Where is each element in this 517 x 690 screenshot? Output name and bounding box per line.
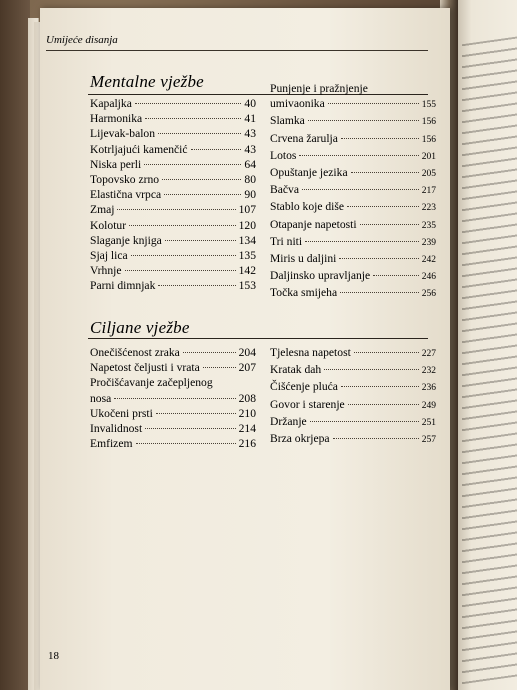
toc-entry-title: Zmaj [90,203,115,217]
toc-leader-dots [341,138,419,139]
toc-entry-title: nosa [90,391,112,405]
toc-entry-page: 90 [244,188,256,202]
toc-entry [270,362,436,379]
toc-column-ciljane-left [90,345,256,451]
toc-leader-dots [117,209,235,210]
section-rule-ciljane [88,338,428,339]
page-number: 18 [48,650,59,662]
toc-entry-page: 43 [244,127,256,141]
toc-entry-title: Vrhnje [90,264,122,278]
toc-entry [270,199,436,216]
toc-entry-title: Ukočeni prsti [90,406,153,420]
toc-leader-dots [144,164,241,165]
toc-entry-page: 217 [421,186,436,197]
toc-leader-dots [341,386,419,387]
toc-entry [270,268,436,285]
toc-entry [90,142,256,157]
toc-leader-dots [164,194,241,195]
toc-entry [90,391,256,406]
toc-entry-page: 239 [421,237,436,248]
toc-leader-dots [328,103,419,104]
toc-entry-page: 232 [421,366,436,377]
toc-entry [270,217,436,234]
toc-entry [270,81,436,96]
toc-entry [270,379,436,396]
toc-leader-dots [183,352,236,353]
toc-entry [90,406,256,421]
toc-entry-title: Harmonika [90,112,143,126]
toc-entry [90,157,256,172]
toc-entry-title: Tjelesna napetost [270,346,351,359]
running-head-rule [46,50,428,51]
toc-entry-page: 242 [421,255,436,266]
toc-entry-page: 251 [421,417,436,428]
toc-entry-page: 153 [238,279,256,293]
toc-entry [90,345,256,360]
toc-entry-page: 156 [421,134,436,145]
toc-entry-title: Govor i starenje [270,397,345,411]
toc-entry [90,187,256,202]
toc-leader-dots [310,421,419,422]
toc-entry [90,263,256,278]
toc-leader-dots [158,133,241,134]
toc-entry-page: 214 [238,422,256,436]
toc-entry-title: Lotos [270,148,297,162]
section-title-ciljane: Ciljane vježbe [90,318,190,337]
toc-entry-page: 227 [421,349,436,359]
toc-entry [270,113,436,130]
toc-entry-title: Napetost čeljusti i vrata [90,361,200,375]
toc-entry-page: 107 [238,203,256,217]
toc-entry [90,375,256,390]
toc-entry [90,233,256,248]
toc-entry-page: 205 [421,169,436,180]
toc-leader-dots [203,367,236,368]
toc-entry-page: 134 [238,233,256,247]
toc-leader-dots [156,413,236,414]
toc-entry [90,111,256,126]
toc-entry-page: 246 [421,272,436,283]
toc-entry-title: Kratak dah [270,363,322,377]
toc-entry-page: 156 [421,117,436,128]
toc-entry [270,165,436,182]
toc-entry-title: Pročišćavanje začepljenog [90,376,213,390]
toc-entry-page: 201 [421,151,436,162]
toc-entry-title: Onečišćenost zraka [90,346,180,359]
toc-entry-page: 120 [238,218,256,232]
toc-leader-dots [333,438,419,439]
toc-leader-dots [373,275,419,276]
toc-entry-page: 235 [421,220,436,231]
toc-entry-title: Otapanje napetosti [270,217,357,231]
toc-entry-page: 204 [238,346,256,359]
toc-leader-dots [347,206,419,207]
toc-entry [90,172,256,187]
toc-leader-dots [165,240,236,241]
toc-leader-dots [302,189,419,190]
toc-entry-title: Daljinsko upravljanje [270,269,371,283]
toc-leader-dots [360,224,419,225]
toc-entry-title: Topovsko zrno [90,173,160,187]
toc-entry-page: 223 [421,203,436,214]
toc-entry-title: Punjenje i pražnjenje [270,82,368,95]
toc-leader-dots [125,270,236,271]
toc-entry-page: 64 [244,157,256,171]
toc-leader-dots [158,285,235,286]
toc-entry-title: Niska perli [90,157,142,171]
toc-entry [90,96,256,111]
toc-entry-title: Točka smijeha [270,286,338,300]
toc-leader-dots [135,103,242,104]
toc-entry [270,148,436,165]
facing-page-text-blur [462,36,517,684]
toc-entry [270,414,436,431]
toc-entry [270,251,436,268]
toc-leader-dots [114,398,235,399]
toc-entry-title: Miris u daljini [270,252,337,266]
toc-leader-dots [129,225,236,226]
toc-entry [270,345,436,362]
toc-leader-dots [131,255,236,256]
toc-entry-title: Kolotur [90,218,127,232]
toc-entry-page: 256 [421,289,436,300]
toc-entry-page: 41 [244,112,256,126]
toc-entry-title: Slamka [270,114,305,128]
toc-entry-title: Kotrljajući kamenčić [90,142,188,156]
toc-entry-title: Elastična vrpca [90,188,162,202]
toc-entry-page: 210 [238,406,256,420]
toc-entry [90,278,256,293]
toc-entry-page: 249 [421,400,436,411]
toc-entry-title: Stablo koje diše [270,200,345,214]
toc-leader-dots [351,172,419,173]
toc-entry-title: Crvena žarulja [270,131,338,145]
toc-entry-title: umivaonika [270,97,325,111]
toc-entry-page: 80 [244,173,256,187]
toc-entry-title: Slaganje knjiga [90,233,162,247]
toc-entry-page: 155 [421,100,436,111]
toc-entry-page: 236 [421,383,436,394]
toc-entry-page: 142 [238,264,256,278]
toc-entry [270,285,436,302]
toc-column-mentalne-right [270,81,436,303]
toc-leader-dots [145,118,241,119]
toc-entry-page: 40 [244,97,256,110]
toc-entry-page: 135 [238,249,256,263]
toc-entry [90,218,256,233]
toc-leader-dots [305,241,419,242]
toc-entry [90,360,256,375]
toc-entry [90,436,256,451]
toc-entry-page: 208 [238,391,256,405]
toc-entry-title: Lijevak-balon [90,127,156,141]
toc-entry [270,96,436,113]
book-cover-edge [0,0,30,690]
toc-leader-dots [340,292,419,293]
toc-entry [270,234,436,251]
toc-leader-dots [339,258,418,259]
toc-entry-title: Držanje [270,414,307,428]
toc-column-mentalne-left [90,96,256,294]
facing-page [452,0,517,690]
toc-leader-dots [354,352,419,353]
toc-leader-dots [308,120,419,121]
toc-entry [270,131,436,148]
toc-leader-dots [162,179,241,180]
toc-entry-title: Tri niti [270,234,303,248]
toc-entry-title: Parni dimnjak [90,279,156,293]
toc-entry-page: 207 [238,361,256,375]
toc-entry-page: 43 [244,142,256,156]
toc-entry-title: Bačva [270,183,299,197]
toc-entry-title: Opuštanje jezika [270,166,348,180]
running-head: Umijeće disanja [46,34,118,46]
toc-entry [90,126,256,141]
toc-entry [270,431,436,448]
toc-leader-dots [145,428,235,429]
toc-entry-title: Kapaljka [90,97,132,110]
toc-leader-dots [299,155,418,156]
toc-entry-title: Sjaj lica [90,249,128,263]
toc-leader-dots [191,149,242,150]
section-title-mentalne: Mentalne vježbe [90,72,204,91]
toc-entry [270,182,436,199]
toc-entry-page: 216 [238,437,256,451]
toc-entry-page: 257 [421,435,436,446]
toc-entry-title: Čišćenje pluća [270,380,338,394]
toc-entry [270,397,436,414]
toc-entry-title: Brza okrjepa [270,432,330,446]
toc-entry [90,202,256,217]
toc-entry [90,421,256,436]
toc-entry-title: Emfizem [90,437,133,451]
toc-leader-dots [348,404,419,405]
toc-entry-title: Invalidnost [90,422,143,436]
toc-leader-dots [324,369,419,370]
toc-column-ciljane-right [270,345,436,448]
toc-entry [90,248,256,263]
toc-leader-dots [136,443,236,444]
